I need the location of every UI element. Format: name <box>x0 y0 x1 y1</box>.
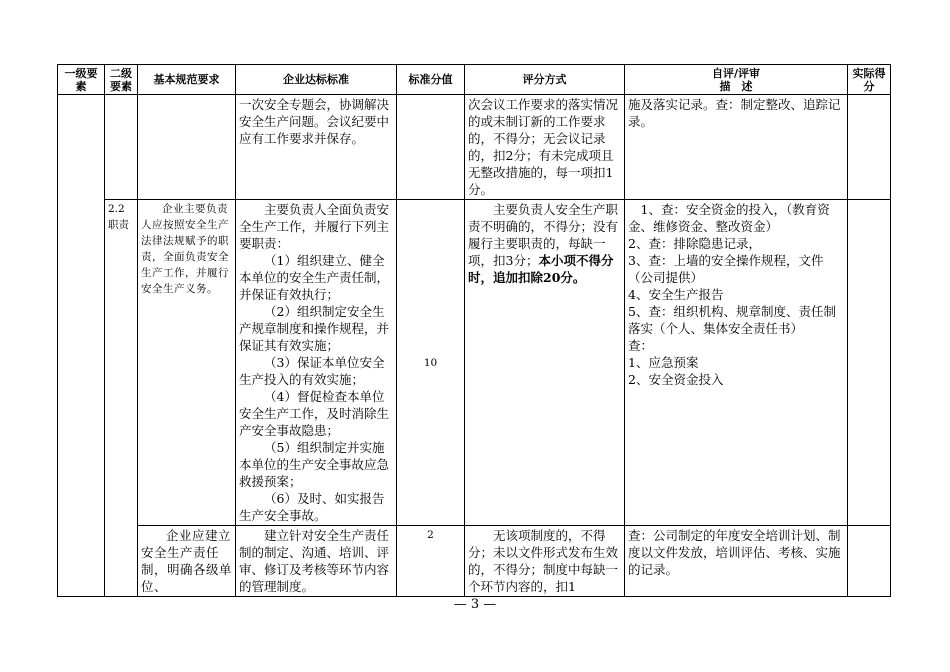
header-standard: 企业达标标准 <box>236 65 397 95</box>
header-selfeval: 自评/评审 描 述 <box>625 65 848 95</box>
actual-cell <box>848 95 891 200</box>
standard-item: （1）组织建立、健全本单位的安全生产责任制，并保证有效执行； <box>239 253 390 302</box>
header-level1: 一级要素 <box>58 65 105 95</box>
level1-cell <box>58 95 105 597</box>
method-text: 主要负责人安全生产职责不明确的，不得分；没有履行主要职责的，每缺一项，扣3分； <box>468 202 619 268</box>
header-method: 评分方式 <box>465 65 625 95</box>
actual-cell <box>848 200 891 526</box>
table-row <box>58 95 891 200</box>
selfeval-line: 5、查：组织机构、规章制度、责任制落实（个人、集体安全责任书） <box>628 304 836 336</box>
selfeval-line: 2、安全资金投入 <box>628 372 724 387</box>
basic-req-cell <box>138 95 236 200</box>
evaluation-table <box>57 64 891 597</box>
selfeval-line: 1、应急预案 <box>628 355 699 370</box>
table-header-row <box>58 65 891 95</box>
score-cell: 10 <box>397 200 465 526</box>
header-actual: 实际得分 <box>848 65 891 95</box>
standard-item: （4）督促检查本单位安全生产工作，及时消除生产安全事故隐患； <box>239 389 390 438</box>
standard-item: （6）及时、如实报告生产安全事故。 <box>239 491 385 523</box>
standard-item: （3）保证本单位安全生产投入的有效实施； <box>239 355 385 387</box>
header-basic-req: 基本规范要求 <box>138 65 236 95</box>
header-level2: 二级要素 <box>105 65 138 95</box>
header-score: 标准分值 <box>397 65 465 95</box>
selfeval-cell: 查：公司制定的年度安全培训计划、制度以文件发放，培训评估、考核、实施的记录。 <box>625 526 848 597</box>
actual-cell <box>848 526 891 597</box>
selfeval-line: 4、安全生产报告 <box>628 287 724 302</box>
selfeval-cell: 施及落实记录。查：制定整改、追踪记录。 <box>625 95 848 200</box>
standard-cell: 建立针对安全生产责任制的制定、沟通、培训、评审、修订及考核等环节内容的管理制度。 <box>236 526 397 597</box>
method-cell <box>465 200 625 526</box>
selfeval-line: 查： <box>628 338 654 353</box>
level2-cell: 2.2 职责 <box>105 200 138 597</box>
basic-req-cell: 企业应建立安全生产责任制，明确各级单位、 <box>138 526 236 597</box>
page-number: — 3 — <box>453 597 497 612</box>
standard-intro: 主要负责人全面负责安全生产工作，并履行下列主要职责： <box>239 202 390 251</box>
selfeval-line: 3、查：上墙的安全操作规程，文件（公司提供） <box>628 253 824 285</box>
table-row <box>58 200 891 526</box>
selfeval-cell <box>625 200 848 526</box>
selfeval-line: 2、查：排除隐患记录， <box>628 236 761 251</box>
standard-cell <box>236 200 397 526</box>
method-penalty-text: 本小项不得分时，追加扣除20分。 <box>468 253 614 285</box>
method-cell: 次会议工作要求的落实情况的或未制订新的工作要求的，不得分；无会议记录的，扣2分；有未完成项且无整改措施的，每一项扣1分。 <box>465 95 625 200</box>
method-cell: 无该项制度的，不得分；未以文件形式发布生效的，不得分；制度中每缺一个环节内容的，扣1 <box>465 526 625 597</box>
basic-req-cell: 企业主要负责人应按照安全生产法律法规赋予的职责，全面负责安全生产工作，并履行安全生产义务。 <box>138 200 236 526</box>
score-cell: 2 <box>397 526 465 597</box>
table-row <box>58 526 891 597</box>
standard-item: （2）组织制定安全生产规章制度和操作规程，并保证其有效实施； <box>239 304 390 353</box>
standard-cell: 一次安全专题会，协调解决安全生产问题。会议纪要中应有工作要求并保存。 <box>236 95 397 200</box>
selfeval-line: 1、查：安全资金的投入，（教育资金、维修资金、整改资金） <box>628 202 830 234</box>
score-cell <box>397 95 465 200</box>
standard-item: （5）组织制定并实施本单位的生产安全事故应急救援预案； <box>239 440 390 489</box>
level2-cell <box>105 95 138 200</box>
